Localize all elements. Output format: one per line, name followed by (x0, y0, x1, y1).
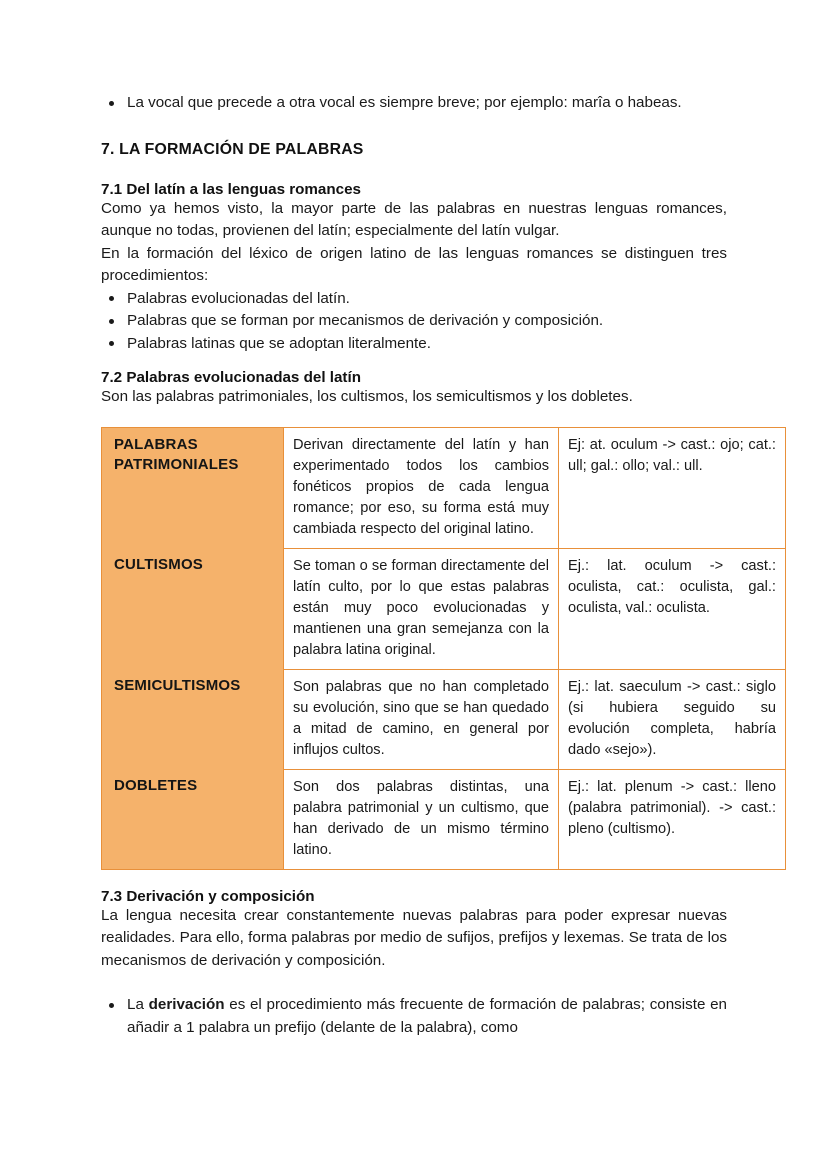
table-cell-example (559, 669, 786, 769)
list-item: Palabras latinas que se adoptan literalmente. (101, 333, 727, 356)
definition-text: Son dos palabras distintas, una palabra patrimonial y un cultismo, que han derivado de un mismo término latino. (293, 778, 549, 858)
table-cell-example (559, 548, 786, 669)
table-cell-example (559, 427, 786, 548)
bullet-suffix-text: es el procedimiento más frecuente de formación de palabras; consiste en añadir a 1 palabra un prefijo (delante de la palabra), como (127, 996, 727, 1036)
table-cell-category: DOBLETES (102, 769, 284, 869)
table-cell-definition (284, 427, 559, 548)
paragraph-7-3: La lengua necesita crear constantemente nuevas palabras para poder expresar nuevas realidades. Para ello, forma palabras por medio de sufijos, prefijos y lexemas. Se trata de los mecanismos de derivación y composición. (101, 906, 727, 969)
list-item: Palabras que se forman por mecanismos de derivación y composición. (101, 310, 727, 333)
table-row (102, 769, 786, 869)
section-heading-7: 7. LA FORMACIÓN DE PALABRAS (101, 140, 364, 158)
table-cell-example (559, 769, 786, 869)
example-text: Ej.: lat. plenum -> cast.: lleno (palabra patrimonial). -> cast.: pleno (cultismo). (568, 778, 776, 837)
list-item (101, 994, 727, 1039)
bullet-bold-term: derivación (148, 996, 225, 1013)
paragraph-7-2: Son las palabras patrimoniales, los cultismos, los semicultismos y los dobletes. (101, 388, 633, 405)
table-cell-definition (284, 769, 559, 869)
definition-text: Se toman o se forman directamente del latín culto, por lo que estas palabras están muy poco evolucionadas y mantienen una gran semejanza con la palabra latina original. (293, 557, 549, 658)
example-text: Ej.: lat. oculum -> cast.: oculista, cat.: oculista, gal.: oculista, val.: oculista. (568, 557, 776, 616)
table-cell-category: SEMICULTISMOS (102, 669, 284, 769)
subsection-heading-7-2: 7.2 Palabras evolucionadas del latín (101, 369, 361, 386)
table-cell-definition (284, 669, 559, 769)
table-row (102, 669, 786, 769)
definition-text: Son palabras que no han completado su evolución, sino que se han quedado a mitad de camino, en general por influjos cultos. (293, 678, 549, 758)
document-content (101, 92, 776, 1039)
table-cell-category: CULTISMOS (102, 548, 284, 669)
subsection-heading-7-1: 7.1 Del latín a las lenguas romances (101, 180, 361, 198)
table-cell-category: PALABRAS PATRIMONIALES (102, 427, 284, 548)
table-row (102, 548, 786, 669)
paragraph-7-1-a: Como ya hemos visto, la mayor parte de las palabras en nuestras lenguas romances, aunque no todas, provienen del latín; especialmente del latín vulgar. (101, 199, 727, 239)
word-evolution-table (101, 427, 786, 870)
table-row (102, 427, 786, 548)
top-bullet-list (101, 92, 727, 115)
paragraph-7-1-b: En la formación del léxico de origen latino de las lenguas romances se distinguen tres procedimientos: (101, 244, 727, 284)
procedures-bullet-list (101, 288, 727, 356)
list-item: La vocal que precede a otra vocal es siempre breve; por ejemplo: marîa o habeas. (101, 92, 727, 115)
definition-text: Derivan directamente del latín y han experimentado todos los cambios fonéticos propios de cada lengua romance; por eso, su forma está muy cambiada respecto del original latino. (293, 436, 549, 537)
table-cell-definition (284, 548, 559, 669)
list-item: Palabras evolucionadas del latín. (101, 288, 727, 311)
bullet-prefix-text: La (127, 996, 149, 1013)
subsection-heading-7-3: 7.3 Derivación y composición (101, 887, 315, 905)
derivation-bullet-list (101, 994, 727, 1039)
example-text: Ej: at. oculum -> cast.: ojo; cat.: ull; gal.: ollo; val.: ull. (568, 436, 776, 474)
example-text: Ej.: lat. saeculum -> cast.: siglo (si hubiera seguido su evolución completa, habría dado «sejo»). (568, 678, 776, 758)
